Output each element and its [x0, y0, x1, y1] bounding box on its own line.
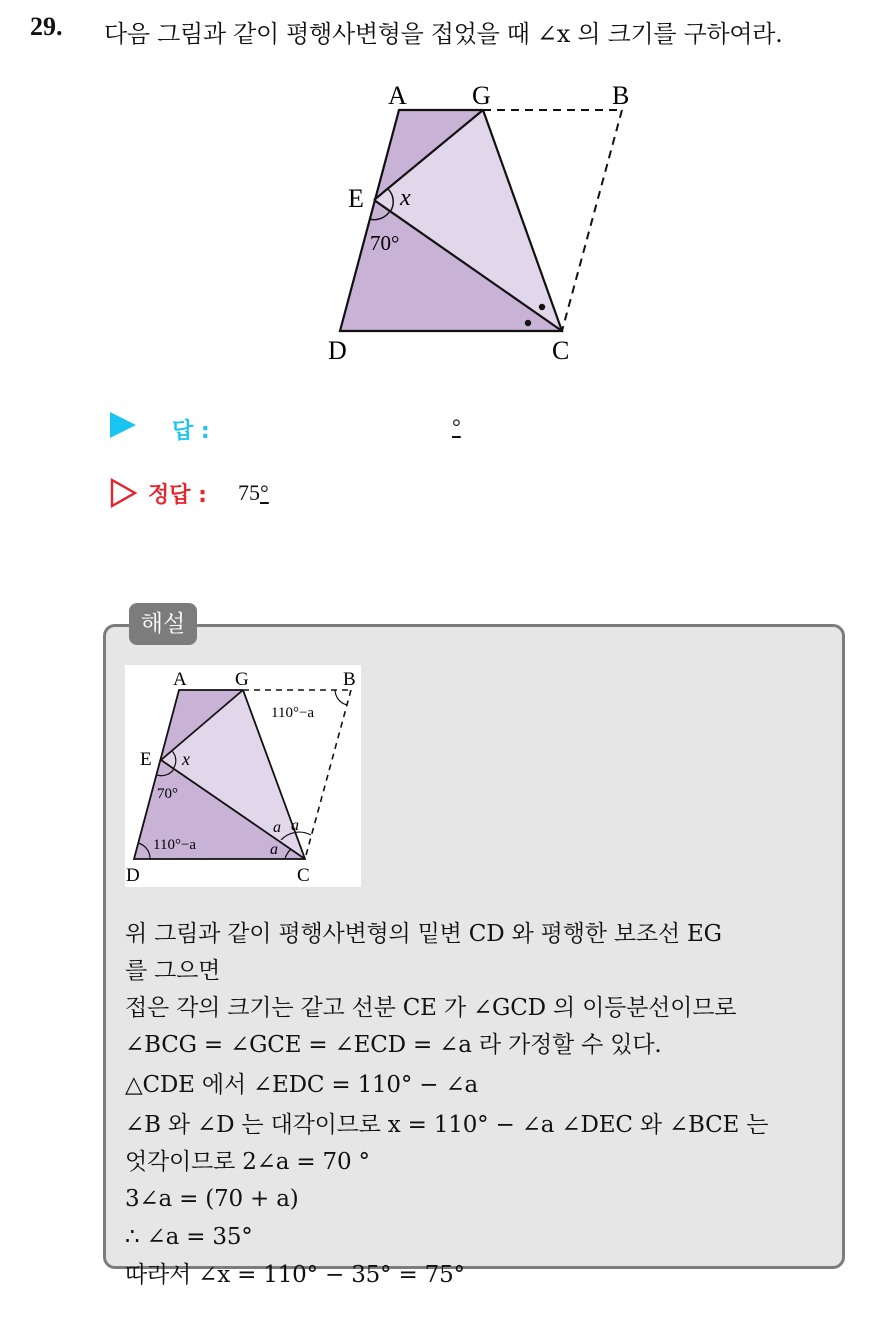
answer-marker [110, 412, 136, 452]
angle-mark-dot [539, 304, 545, 310]
label-c: C [297, 865, 310, 886]
label-x: x [400, 185, 411, 211]
explanation-line: △CDE 에서 ∠EDC = 110° − ∠a [125, 1072, 479, 1098]
answer-label: 답 : [172, 419, 210, 444]
correct-unit: ° [260, 480, 269, 505]
explanation-line: 3∠a = (70 + a) [125, 1186, 299, 1212]
label-a: A [173, 669, 187, 690]
label-g: G [235, 669, 249, 690]
label-angle-70: 70° [370, 231, 400, 255]
label-angle-d: 110°−a [153, 837, 197, 853]
parallelogram-figure [320, 72, 650, 372]
label-c: C [552, 336, 570, 365]
explanation-line: ∴ ∠a = 35° [125, 1224, 253, 1250]
label-a-right: a [291, 817, 299, 834]
label-angle-70: 70° [157, 786, 178, 802]
explanation-figure [125, 665, 361, 887]
outline-play-icon [110, 478, 138, 508]
play-icon [110, 412, 136, 438]
explanation-line: 따라서 ∠x = 110° − 35° = 75° [125, 1262, 465, 1288]
explanation-line: 엇각이므로 2∠a = 70 ° [125, 1149, 370, 1175]
question-text: 다음 그림과 같이 평행사변형을 접었을 때 ∠x 의 크기를 구하여라. [104, 20, 783, 48]
explanation-tab: 해설 [129, 603, 197, 645]
correct-answer [238, 480, 269, 506]
label-a: A [388, 81, 407, 110]
label-angle-b: 110°−a [271, 705, 315, 721]
label-g: G [472, 81, 491, 110]
explanation-line: 를 그으면 [125, 958, 221, 984]
explanation-line: 위 그림과 같이 평행사변형의 밑변 CD 와 평행한 보조선 EG [125, 921, 722, 947]
label-e: E [348, 184, 364, 213]
correct-value: 75 [238, 480, 260, 505]
explanation-line: ∠BCG = ∠GCE = ∠ECD = ∠a 라 가정할 수 있다. [125, 1032, 662, 1058]
label-d: D [328, 336, 347, 365]
angle-mark-dot [525, 320, 531, 326]
explanation-line: 접은 각의 크기는 같고 선분 CE 가 ∠GCD 의 이등분선이므로 [125, 995, 737, 1021]
label-e: E [140, 749, 152, 770]
question-number: 29. [30, 12, 63, 41]
angle-b-arc [335, 690, 347, 705]
dashed-bc [562, 110, 622, 331]
explanation-line: ∠B 와 ∠D 는 대각이므로 x = 110° − ∠a ∠DEC 와 ∠BCE 는 [125, 1112, 769, 1138]
label-a-upper: a [273, 819, 281, 836]
label-x: x [182, 749, 190, 769]
answer-unit: ° [452, 414, 461, 439]
label-d: D [126, 865, 140, 886]
label-a-lower: a [270, 841, 278, 858]
label-b: B [343, 669, 356, 690]
label-b: B [612, 81, 630, 110]
correct-label: 정답 : [148, 483, 207, 508]
